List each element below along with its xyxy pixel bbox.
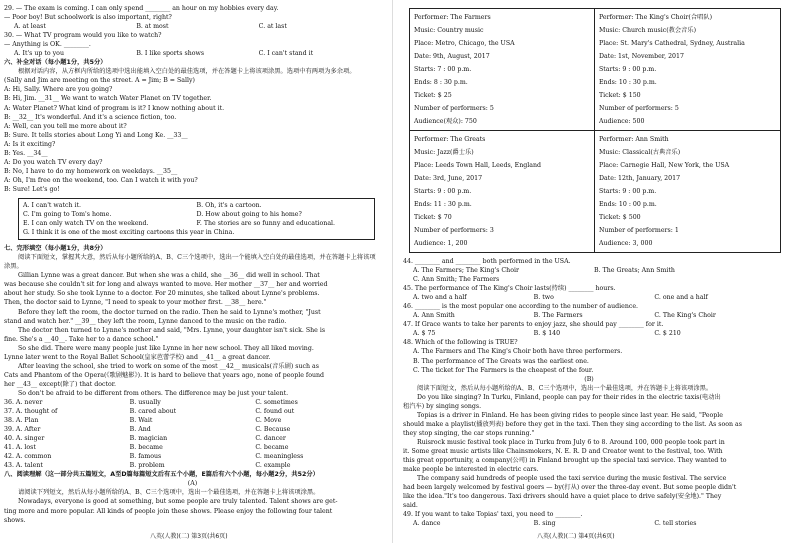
ends: Ends: 8 : 30 p.m. [414,79,468,86]
show-card-farmers [410,9,595,130]
cloze-line: stand and watch her." __39__ they left the room, Lynne danced to the music on the radio. [4,317,287,325]
starts: Starts: 9 : 00 p.m. [599,66,657,73]
date: Date: 3rd, June, 2017 [414,175,483,182]
section7-intro: 阅读下面短文，掌握其大意，然后从每小题所给的A、B、C三个选项中，选出一个能填入空白处的最佳选项，并在答题卡上将该项涂黑。 [4,254,376,271]
section6-title: 六、补全对话（每小题1分，共5分） [4,59,107,67]
q29-options [4,22,381,31]
q30-options [4,49,381,58]
option-a: 42. A. common [4,453,52,461]
option-b: B. Wait [129,417,153,425]
option-a: 43. A. talent [4,462,43,470]
dialogue-line: B: Yes. __34__ [4,149,48,157]
cloze-line: about her study. So she took Lynne to a doctor. For 20 minutes, she talked about Lynne's problems. [4,290,320,298]
performers-count: Number of performers: 5 [414,105,494,112]
q44-options [403,266,775,275]
q30-option-c: C. I can't stand it [258,50,314,58]
option-b: B. And [129,426,151,434]
cloze-line: her __43__ except(除了) that doctor. [4,380,117,388]
date: Date: 9th, August, 2017 [414,53,490,60]
cloze-option-row [4,425,381,434]
option-a: 39. A. After [4,426,41,434]
music: Music: Jazz(爵士乐) [414,149,474,156]
dialogue-line: A: Is it exciting? [4,140,56,148]
passage-a-label: (A) [187,480,198,488]
q46: 46. ________ is the most popular one according to the number of audience. [403,303,639,311]
q49-options [403,519,775,528]
place: Place: St. Mary's Cathedral, Sydney, Australia [599,40,745,47]
option-b: B. The Farmers [533,312,583,320]
box-option-a: A. I can't watch it. [23,201,82,209]
q49: 49. If you want to take Topias' taxi, you need to ________. [403,511,583,519]
right-column [397,0,781,543]
dialogue-line: A: Water Planet? What kind of program is it? I know nothing about it. [4,104,225,112]
performer: Performer: The King's Choir(合唱队) [599,14,713,21]
q48-option-a: A. The Farmers and The King's Choir both have three performers. [413,348,623,356]
option-c: C. found out [255,408,295,416]
option-a: A. $ 75 [413,330,436,338]
option-b: B. became [129,444,163,452]
option-b: B. problem [129,462,165,470]
performers-count: Number of performers: 3 [414,227,494,234]
audience: Audience(观众): 750 [414,118,477,125]
performer: Performer: Ann Smith [599,136,669,143]
option-a: A. two and a half [413,294,467,302]
q45: 45. The performance of The King's Choir lasts(持续) ________ hours. [403,285,616,293]
dialogue-line: A: Do you watch TV every day? [4,158,103,166]
option-c: C. Because [255,426,291,434]
audience: Audience: 500 [599,118,645,125]
passage-b-line: it. Some great music artists like Chainsmokers, N. E. R. D and Creator went to the festival, too. With [403,447,723,455]
ticket: Ticket: $ 70 [414,214,452,221]
ticket: Ticket: $ 150 [599,92,641,99]
q30-line2: — Anything is OK. ________. [4,41,91,49]
passage-a-line: Nowadays, everyone is good at something, but some people are truly talented. Talent shows are get- [18,498,338,506]
section6-intro: 根据对话内容，从方框内所给的选项中选出能填入空白处的最佳选项，并在答题卡上将该项涂黑。选项中有两项为多余项。 [18,68,356,76]
option-b: B. famous [129,453,162,461]
q29-option-c: C. at last [258,23,287,31]
cloze-line: fine. She's a __40__. Take her to a dance school." [4,335,159,343]
section8-title: 八、阅读理解（这一部分共五篇短文，A至D篇每篇短文后有五个小题，E篇后有六个小题，每小题2分，共52分） [4,471,319,479]
passage-b-line: had been largely welcomed by festival goers — by(打从) over the three-day event. But some people didn't [403,484,737,492]
q47: 47. If Grace wants to take her parents to enjoy jazz, she should pay ________ for it. [403,321,664,329]
column-divider [392,0,393,543]
ends: Ends: 11 : 30 p.m. [414,201,472,208]
option-b: B. magician [129,435,168,443]
q48: 48. Which of the following is TRUE? [403,339,518,347]
dialogue [4,85,381,194]
cloze-option-row [4,434,381,443]
cloze-options [4,398,381,470]
show-card-greats [410,130,595,252]
starts: Starts: 9 : 00 p.m. [599,188,657,195]
q44: 44. ________ and ________ both performed in the USA. [403,258,571,265]
box-option-f: F. The stories are so funny and educational. [196,220,336,228]
performer: Performer: The Farmers [414,14,491,21]
passage-a-line: shows. [4,516,26,524]
music: Music: Classical(古典音乐) [599,149,681,156]
page-footer-left: 八英(人教)(二) 第3页(共6页) [150,532,228,540]
cloze-line: Before they left the room, the doctor turned on the radio. Then he said to Lynne's mother, "Just [18,308,321,316]
q29-line1: 29. — The exam is coming. I can only spend ________ an hour on my hobbies every day. [4,5,279,12]
cloze-option-row [4,461,381,470]
option-c: C. meaningless [255,453,304,461]
option-c: C. tell stories [654,520,697,528]
date: Date: 12th, January, 2017 [599,175,681,182]
option-a: 38. A. Plan [4,417,39,425]
passage-b-label: (B) [584,375,594,383]
option-c: C. sometimes [255,398,298,406]
dialogue-line: B: Sure. It tells stories about Long Yi and Long Ke. __33__ [4,131,188,139]
option-c: C. one and a half [654,294,708,302]
q29-option-a: A. at least [14,23,46,31]
cloze-line: was because she couldn't sit for long and always wanted to move. Her mother __37__ her and worried [4,281,328,289]
option-c: C. became [255,444,289,452]
ends: Ends: 10 : 30 p.m. [599,79,657,86]
option-a: A. Ann Smith [413,312,455,320]
section7-title: 七、完形填空（每小题1分，共8分） [4,245,107,253]
box-option-e: E. I can only watch TV on the weekend. [23,220,149,228]
audience: Audience: 3, 000 [599,240,653,247]
option-b: B. cared about [129,408,177,416]
q30-option-a: A. It's up to you [14,50,64,58]
dialogue-line: A: Well, can you tell me more about it? [4,122,127,130]
place: Place: Leeds Town Hall, Leeds, England [414,162,541,169]
passage-b-line: make people be interested in electric cars. [403,466,539,474]
left-column [0,0,384,543]
place: Place: Metro, Chicago, the USA [414,40,515,47]
passage-a-line: ting more and more popular. All kinds of people join these shows. Please enjoy the following four talent [4,507,333,515]
passage-b-line: they stop singing, the car stops running." [403,429,535,437]
option-c: C. $ 210 [654,330,681,338]
cloze-line: Cats and Phantom of the Opera(《歌剧魅影》). It is hard to believe that years ago, none of people found [4,371,325,379]
option-c: C. Move [255,417,282,425]
q29-line2: — Poor boy! But schoolwork is also important, right? [4,14,172,22]
option-a: 40. A. singer [4,435,45,443]
ticket: Ticket: $ 500 [599,214,641,221]
option-b: B. usually [129,398,161,406]
cloze-passage [4,271,381,398]
q46-options [403,311,775,320]
option-a: 36. A. never [4,398,43,406]
option-a: 41. A. lost [4,444,36,452]
dialogue-line: B: Sure! Let's go! [4,185,60,193]
passage-b-line: Do you like singing? In Turku, Finland, people can pay for their rides in the electric taxis(电动出 [417,393,721,401]
option-c: C. The King's Choir [654,312,716,320]
page-footer-right: 八英(人教)(二) 第4页(共6页) [537,532,615,540]
box-option-d: D. How about going to his home? [196,211,302,219]
passage-b [403,393,775,511]
option-a: A. dance [413,520,441,528]
q48-option-c: C. The ticket for The Farmers is the cheapest of the four. [413,366,594,374]
option-b: B. two [533,294,554,302]
option-a: 37. A. thought of [4,408,58,416]
option-c: C. dancer [255,435,286,443]
performer: Performer: The Greats [414,136,486,143]
passage-b-line: said. [403,502,418,510]
passage-b-intro: 阅读下面短文，然后从每小题所给的A、B、C三个选项中，选出一个最佳选项，并在答题卡上将该项涂黑。 [417,384,713,392]
cloze-option-row [4,452,381,461]
dialogue-line: B: Hi, Jim. __31__ We want to watch Water Planet on TV together. [4,95,212,103]
starts: Starts: 7 : 00 p.m. [414,66,472,73]
starts: Starts: 9 : 00 p.m. [414,188,472,195]
passage-b-line: The company said hundreds of people used the taxi service during the music festival. The service [417,475,727,483]
show-card-kings-choir [595,9,780,130]
performers-count: Number of performers: 5 [599,105,679,112]
option-a: A. The Farmers; The King's Choir [413,267,519,275]
cloze-line: Gillian Lynne was a great dancer. But when she was a child, she __36__ did well in school. That [18,272,320,280]
place: Place: Carnegie Hall, New York, the USA [599,162,730,169]
q47-options [403,329,775,338]
option-b: B. $ 140 [533,330,561,338]
ticket: Ticket: $ 25 [414,92,452,99]
cloze-option-row [4,407,381,416]
cloze-line: So she did. There were many people just like Lynne in her new school. They all liked moving. [18,344,314,352]
cloze-option-row [4,398,381,407]
audience: Audience: 1, 200 [414,240,468,247]
show-card-ann-smith [595,130,780,252]
passage-b-line: Ruisrock music festival took place in Turku from July 6 to 8. Around 100, 000 people took part in [417,438,725,446]
music: Music: Country music [414,27,484,34]
section6-roles: (Sally and Jim are meeting on the street. A = Jim; B = Sally) [4,77,195,85]
talent-show-table [409,8,781,253]
passage-b-line: 租汽车) by singing songs. [403,402,482,410]
music: Music: Church music(教会音乐) [599,27,697,34]
q30-option-b: B. I like sports shows [136,50,205,58]
q45-options [403,293,775,302]
cloze-line: Lynne later went to the Royal Ballet School(皇家芭蕾学校) and __41__ a great dancer. [4,353,271,361]
cloze-option-row [4,443,381,452]
passage-b-line: Topias is a driver in Finland. He has been giving rides to people since last year. He said, "People [417,411,723,419]
passage-b-line: this great opportunity, a company(公司) in Finland brought up the special taxi service. They wanted to [403,457,727,465]
option-c: C. example [255,462,291,470]
box-option-g: G. I think it is one of the most exciting cartoons this year in China. [23,229,235,237]
q48-option-b: B. The performance of The Greats was the earliest one. [413,357,589,365]
option-b: B. The Greats; Ann Smith [594,267,675,275]
cloze-line: So don't be afraid to be different from others. The difference may be just your talent. [18,389,289,397]
dialogue-line: A: Oh, I'm free on the weekend, too. Can I watch it with you? [4,176,198,184]
box-option-b: B. Oh, it's a cartoon. [196,201,262,209]
q30-line1: 30. — What TV program would you like to watch? [4,32,162,40]
passage-b-line: like the idea."It's too dangerous. Taxi drivers should have a quiet place to drive safely(安全地)." They [403,493,722,501]
dialogue-line: B: __32__ It's wonderful. And it's a science fiction, too. [4,113,177,121]
option-b: B. sing [533,520,556,528]
dialogue-options-box [18,198,375,240]
q29-option-b: B. at most [136,23,169,31]
passage-b-line: should make a playlist(播放列表) before they get in the taxi. Then they sing according to the list. As soon as [403,420,742,428]
ends: Ends: 10 : 00 p.m. [599,201,657,208]
cloze-line: Then, the doctor said to Lynne, "I need to speak to your mother first. __38__ here." [4,299,267,307]
box-option-c: C. I'm going to Tom's home. [23,211,112,219]
date: Date: 1st, November, 2017 [599,53,684,60]
q44-option-c: C. Ann Smith; The Farmers [413,276,500,284]
dialogue-line: B: No, I have to do my homework on weekdays. __35__ [4,167,178,175]
performers-count: Number of performers: 1 [599,227,679,234]
passage-a-intro: 请阅读下列短文，然后从每小题所给的A、B、C三个选项中，选出一个最佳选项，并在答题卡上将该项涂黑。 [18,489,320,497]
cloze-line: After leaving the school, she tried to work on some of the most __42__ musicals(音乐剧) such as [18,362,319,370]
dialogue-line: A: Hi, Sally. Where are you going? [4,86,113,94]
cloze-option-row [4,416,381,425]
cloze-line: The doctor then turned to Lynne's mother and said, "Mrs. Lynne, your daughter isn't sick. She is [18,326,326,334]
